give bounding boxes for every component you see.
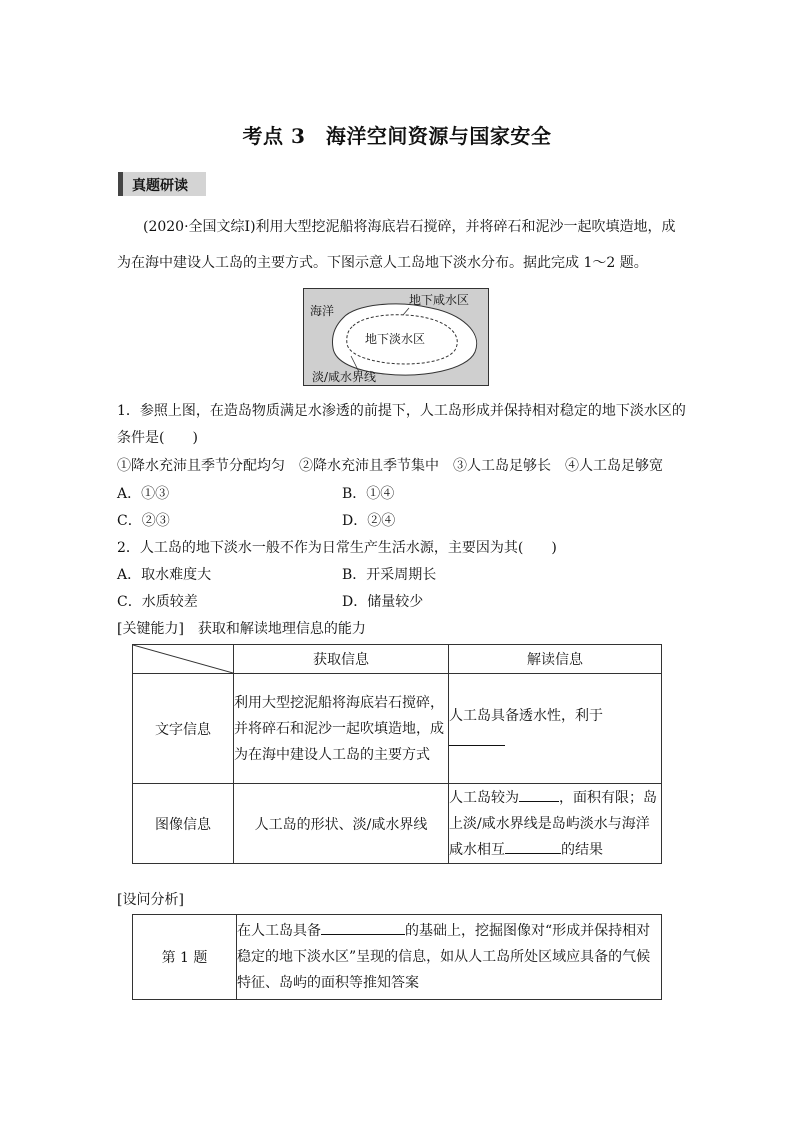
page-title: 考点 3 海洋空间资源与国家安全 <box>242 124 552 148</box>
analysis-table <box>132 914 662 1000</box>
info-table <box>132 644 662 864</box>
section-label-text: 真题研读 <box>132 178 188 194</box>
q1-stem-line-2: 条件是( ) <box>117 430 198 446</box>
q2-option-b: B．开采周期长 <box>342 567 437 583</box>
q1-option-b: B．①④ <box>342 486 395 502</box>
analysis-content <box>237 915 662 1000</box>
analysis-text-b: 的基础上，挖掘图像对“形成并保持相对稳定的地下淡水区”呈现的信息，如从人工岛所处区域应具备的气候特征、岛屿的面积等推知答案 <box>237 923 651 991</box>
analysis-label: [设问分析] <box>117 892 184 908</box>
diagonal-cell <box>133 645 234 674</box>
table-row <box>133 915 662 1000</box>
info-table-header <box>133 645 662 674</box>
interpret-text: 人工岛具备透水性，利于 <box>449 707 603 724</box>
row-image-info-content: 人工岛的形状、淡/咸水界线 <box>234 784 449 864</box>
table-row <box>133 674 662 784</box>
q1-stem-line-1: 1．参照上图，在造岛物质满足水渗透的前提下，人工岛形成并保持相对稳定的地下淡水区的 <box>117 403 686 419</box>
row-text-info-content: 利用大型挖泥船将海底岩石搅碎，并将碎石和泥沙一起吹填造地，成为在海中建设人工岛的主要方式 <box>234 674 449 784</box>
answer-blank[interactable] <box>449 729 505 746</box>
intro-line-2: 为在海中建设人工岛的主要方式。下图示意人工岛地下淡水分布。据此完成 1～2 题。 <box>117 255 648 271</box>
analysis-text-a: 在人工岛具备 <box>237 923 321 939</box>
label-saline: 地下咸水区 <box>409 293 470 307</box>
q1-option-d: D．②④ <box>342 513 396 529</box>
answer-blank[interactable] <box>321 918 405 935</box>
interpret-text-b: ，面积有限；岛上淡/咸水界线是岛屿淡水与海洋咸水相互 <box>449 789 657 858</box>
row-text-info-interpret <box>449 674 662 784</box>
q1-conditions: ①降水充沛且季节分配均匀 ②降水充沛且季节集中 ③人工岛足够长 ④人工岛足够宽 <box>117 458 663 474</box>
section-label-bar <box>118 172 123 196</box>
label-ocean: 海洋 <box>310 304 335 318</box>
section-label <box>118 172 206 196</box>
q1-option-a: A．①③ <box>117 486 170 502</box>
row-label-text-info: 文字信息 <box>133 674 234 784</box>
header-interpret: 解读信息 <box>449 645 662 674</box>
analysis-question-label: 第 1 题 <box>133 915 237 1000</box>
intro-line-1: (2020·全国文综Ⅰ)利用大型挖泥船将海底岩石搅碎，并将碎石和泥沙一起吹填造地，成 <box>143 219 676 235</box>
interpret-text-c: 的结果 <box>561 841 603 858</box>
label-boundary: 淡/咸水界线 <box>312 370 377 384</box>
q2-option-d: D．储量较少 <box>342 594 424 610</box>
diagonal-line <box>133 645 233 673</box>
label-fresh: 地下淡水区 <box>365 332 426 346</box>
answer-blank[interactable] <box>519 785 559 802</box>
row-image-info-interpret <box>449 784 662 864</box>
header-acquired: 获取信息 <box>234 645 449 674</box>
q2-stem: 2．人工岛的地下淡水一般不作为日常生产生活水源，主要因为其( ) <box>117 540 557 556</box>
q2-option-c: C．水质较差 <box>117 594 198 610</box>
answer-blank[interactable] <box>505 837 561 854</box>
key-ability-label: [关键能力] 获取和解读地理信息的能力 <box>117 621 366 637</box>
row-label-image-info: 图像信息 <box>133 784 234 864</box>
table-row <box>133 784 662 864</box>
island-diagram <box>303 288 489 386</box>
interpret-text-a: 人工岛较为 <box>449 789 519 806</box>
q2-option-a: A．取水难度大 <box>117 567 212 583</box>
q1-option-c: C．②③ <box>117 513 170 529</box>
